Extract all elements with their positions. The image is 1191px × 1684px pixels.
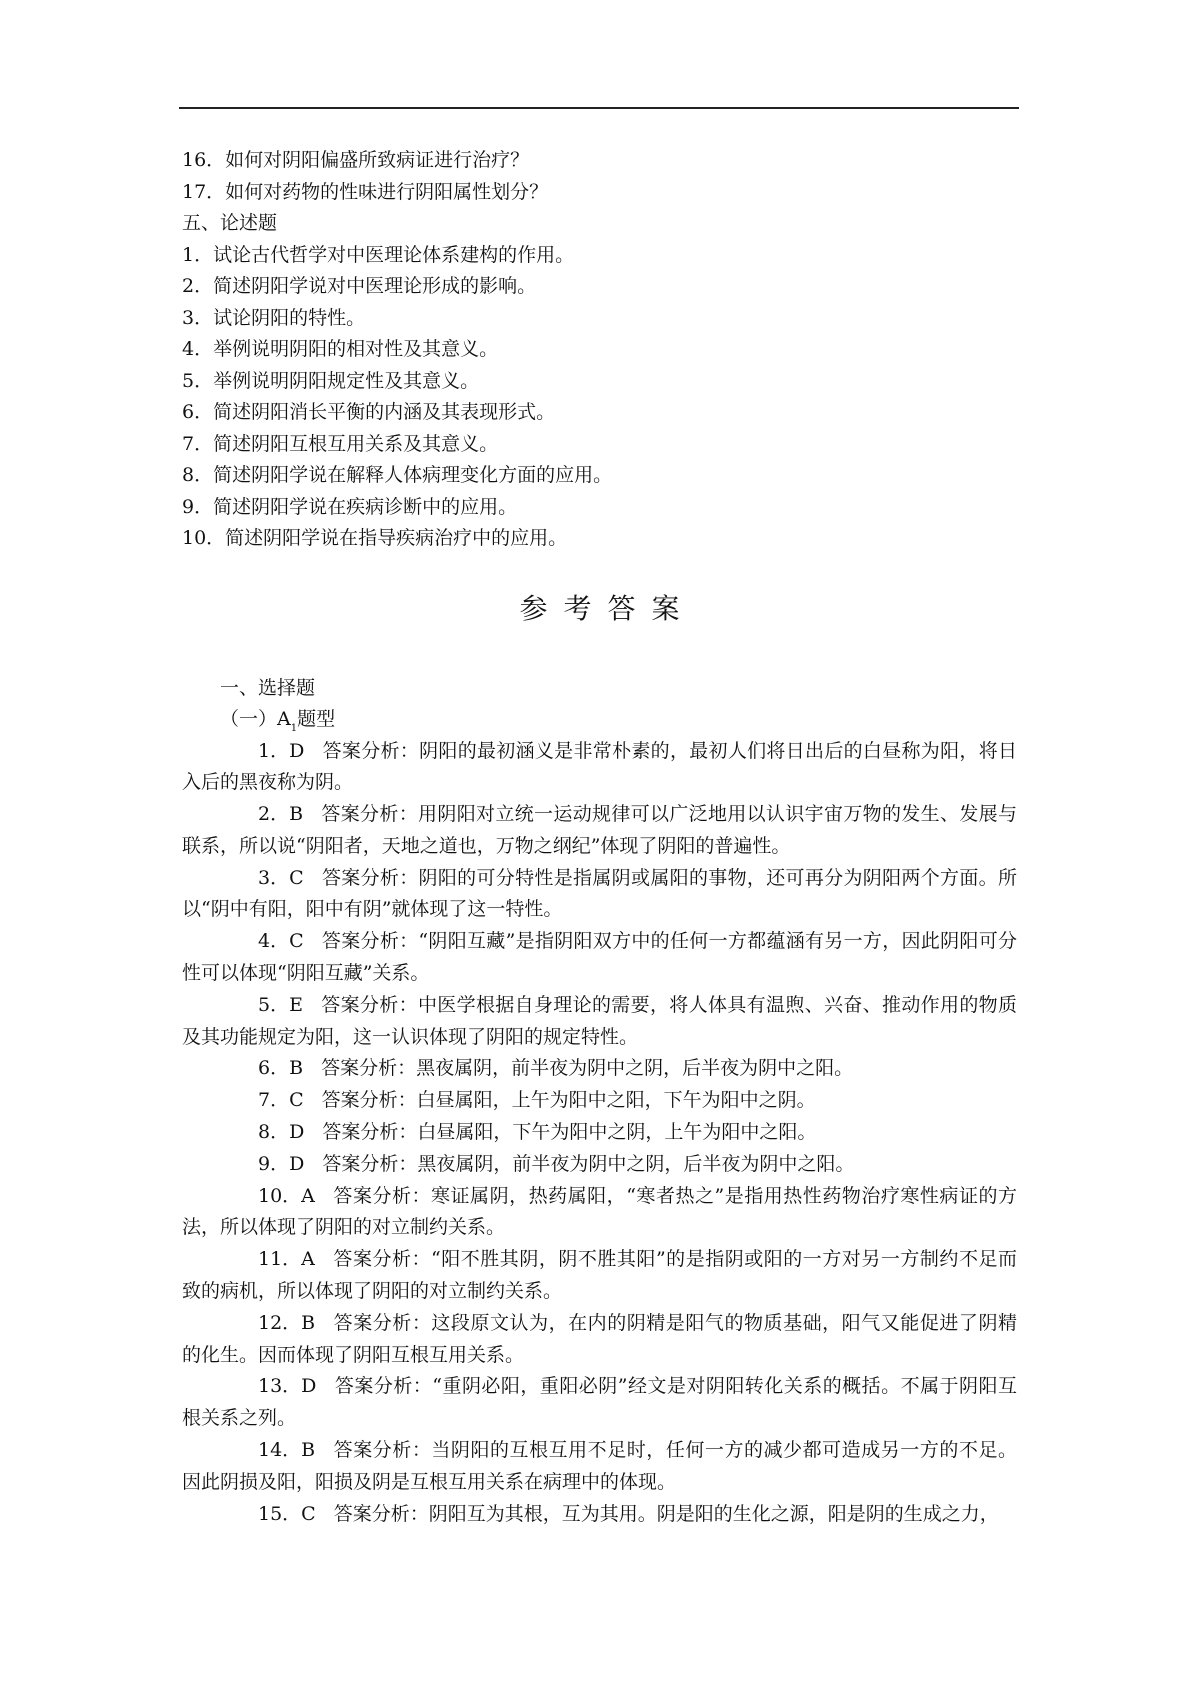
answers-section bbox=[182, 673, 1017, 1531]
answer-number: 10．A bbox=[258, 1184, 315, 1207]
answer-item bbox=[182, 1085, 1017, 1117]
answer-number: 6．B bbox=[258, 1057, 304, 1080]
answer-text: 答案分析：寒证属阴，热药属阳，“寒者热之”是指用热性药物治疗寒性病证的方法，所以体现了阴阳的对立制约关系。 bbox=[182, 1184, 1017, 1239]
answer-item bbox=[182, 1149, 1017, 1181]
essay-question: 4．举例说明阴阳的相对性及其意义。 bbox=[182, 338, 499, 360]
essay-heading: 五、论述题 bbox=[182, 212, 278, 234]
answer-item bbox=[182, 799, 1017, 863]
page-body bbox=[182, 145, 1017, 1530]
answer-item bbox=[182, 1053, 1017, 1085]
answer-text: 答案分析：阴阳的可分特性是指属阴或属阳的事物，还可再分为阴阳两个方面。所以“阴中有阳，阳中有阴”就体现了这一特性。 bbox=[182, 866, 1017, 921]
answer-text: 答案分析：黑夜属阴，前半夜为阴中之阴，后半夜为阴中之阳。 bbox=[322, 1152, 855, 1175]
question-list bbox=[182, 145, 1017, 555]
reference-answers-title: 参考答案 bbox=[519, 591, 696, 625]
answer-text: 答案分析：白昼属阳，下午为阳中之阴，上午为阳中之阳。 bbox=[322, 1121, 817, 1144]
answer-item bbox=[182, 1117, 1017, 1149]
answer-text: 答案分析：“重阴必阳，重阳必阴”经文是对阴阳转化关系的概括。不属于阴阳互根关系之列。 bbox=[182, 1375, 1017, 1430]
answer-text: 答案分析：“阴阳互藏”是指阴阳双方中的任何一方都蕴涵有另一方，因此阴阳可分性可以体现“阴阳互藏”关系。 bbox=[182, 930, 1017, 985]
answer-text: 答案分析：阴阳互为其根，互为其用。阴是阳的生化之源，阳是阴的生成之力， bbox=[333, 1502, 999, 1525]
answer-item bbox=[182, 1308, 1017, 1372]
subsection-prefix: （一）A bbox=[220, 708, 291, 730]
answer-item bbox=[182, 1244, 1017, 1308]
answer-text: 答案分析：黑夜属阴，前半夜为阴中之阴，后半夜为阴中之阳。 bbox=[321, 1057, 854, 1080]
answer-item bbox=[182, 863, 1017, 927]
answer-item bbox=[182, 1371, 1017, 1435]
answer-text: 答案分析：当阴阳的互根互用不足时，任何一方的减少都可造成另一方的不足。因此阴损及阳，阳损及阴是互根互用关系在病理中的体现。 bbox=[182, 1439, 1017, 1493]
answer-text: 答案分析：“阳不胜其阴，阴不胜其阳”的是指阴或阳的一方对另一方制约不足而致的病机，所以体现了阴阳的对立制约关系。 bbox=[182, 1248, 1017, 1303]
subsection-suffix: 题型 bbox=[297, 708, 336, 730]
answers-subsection-heading bbox=[182, 704, 1017, 736]
answer-number: 3．C bbox=[258, 866, 304, 889]
answer-text: 答案分析：中医学根据自身理论的需要，将人体具有温煦、兴奋、推动作用的物质及其功能规定为阳，这一认识体现了阴阳的规定特性。 bbox=[182, 993, 1017, 1048]
essay-question: 3．试论阴阳的特性。 bbox=[182, 306, 366, 329]
essay-question: 1．试论古代哲学对中医理论体系建构的作用。 bbox=[182, 243, 575, 266]
essay-question: 6．简述阴阳消长平衡的内涵及其表现形式。 bbox=[182, 401, 556, 423]
answer-number: 2．B bbox=[258, 803, 304, 826]
answer-text: 答案分析：用阴阳对立统一运动规律可以广泛地用以认识宇宙万物的发生、发展与联系，所以说“阴阳者，天地之道也，万物之纲纪”体现了阴阳的普遍性。 bbox=[182, 803, 1017, 857]
answer-number: 8．D bbox=[258, 1121, 305, 1144]
answer-text: 答案分析：这段原文认为，在内的阴精是阳气的物质基础，阳气又能促进了阴精的化生。因而体现了阴阳互根互用关系。 bbox=[182, 1311, 1017, 1366]
answer-text: 答案分析：白昼属阳，上午为阳中之阳，下午为阳中之阴。 bbox=[321, 1089, 816, 1112]
question-item: 16．如何对阴阳偏盛所致病证进行治疗？ bbox=[182, 149, 530, 171]
subsection-subscript: 1 bbox=[290, 723, 298, 734]
essay-question: 5．举例说明阴阳规定性及其意义。 bbox=[182, 369, 480, 392]
essay-question: 10．简述阴阳学说在指导疾病治疗中的应用。 bbox=[182, 527, 568, 549]
answer-number: 13．D bbox=[258, 1375, 317, 1398]
answer-item bbox=[182, 736, 1017, 800]
answer-number: 1．D bbox=[258, 739, 305, 762]
essay-question: 2．简述阴阳学说对中医理论形成的影响。 bbox=[182, 275, 537, 297]
question-item: 17．如何对药物的性味进行阴阳属性划分？ bbox=[182, 180, 549, 203]
answer-number: 9．D bbox=[258, 1152, 305, 1175]
answer-number: 5．E bbox=[258, 993, 303, 1016]
answer-number: 7．C bbox=[258, 1089, 304, 1112]
answers-section-heading: 一、选择题 bbox=[220, 676, 316, 699]
answer-text: 答案分析：阴阳的最初涵义是非常朴素的，最初人们将日出后的白昼称为阳，将日入后的黑夜称为阴。 bbox=[182, 739, 1017, 794]
answer-item bbox=[182, 1499, 1017, 1531]
essay-question: 9．简述阴阳学说在疾病诊断中的应用。 bbox=[182, 495, 518, 518]
essay-question: 8．简述阴阳学说在解释人体病理变化方面的应用。 bbox=[182, 464, 613, 486]
answer-number: 11．A bbox=[258, 1248, 315, 1271]
answer-number: 12．B bbox=[258, 1311, 316, 1334]
answer-item bbox=[182, 926, 1017, 990]
answer-number: 4．C bbox=[258, 930, 304, 953]
answer-item bbox=[182, 990, 1017, 1054]
answer-number: 14．B bbox=[258, 1439, 316, 1462]
answer-number: 15．C bbox=[258, 1502, 316, 1525]
header-rule bbox=[179, 107, 1019, 109]
answer-item bbox=[182, 1435, 1017, 1499]
essay-question: 7．简述阴阳互根互用关系及其意义。 bbox=[182, 432, 499, 455]
answer-item bbox=[182, 1181, 1017, 1245]
